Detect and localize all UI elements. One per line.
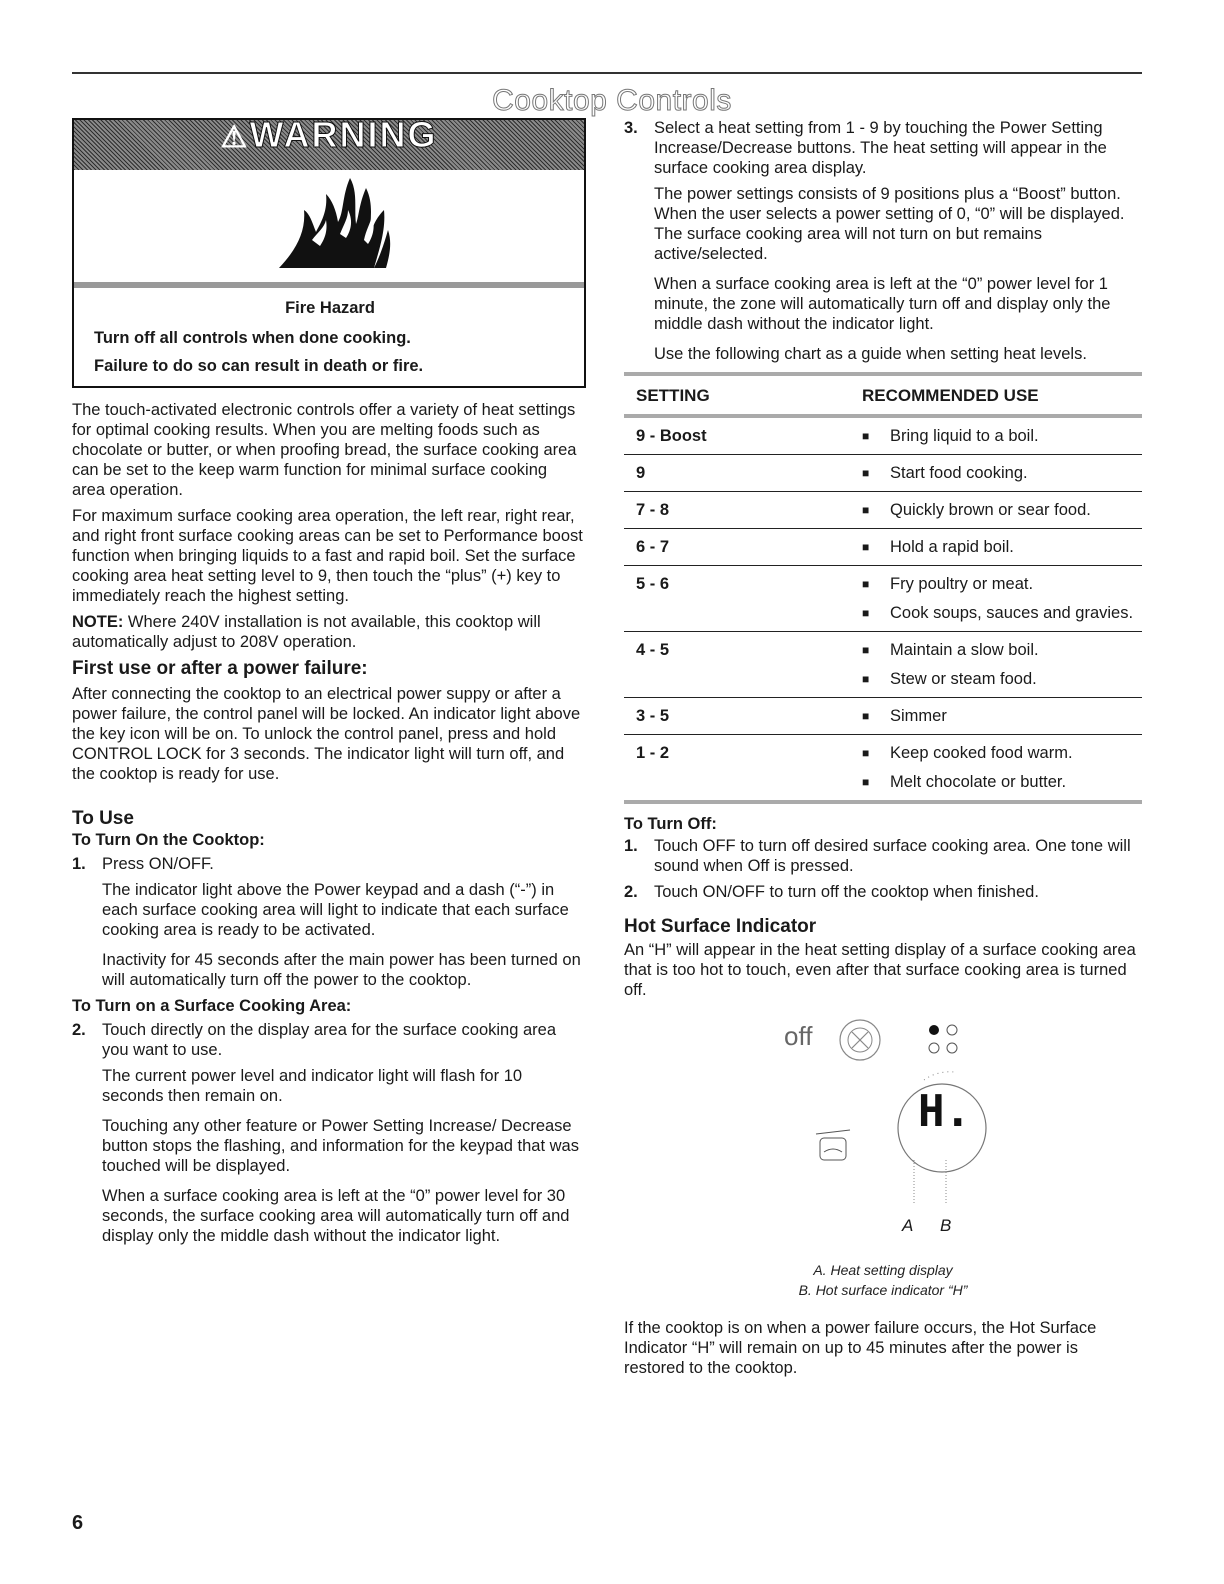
table-body: [624, 418, 1142, 800]
step-3-number: 3.: [624, 119, 638, 137]
right-column: [624, 118, 1142, 1384]
off-label: off: [784, 1021, 813, 1051]
step-2-detail-3: When a surface cooking area is left at the “0” power level for 30 seconds, the surface cooking area will automatically turn off and display only the middle dash without the indicator light.: [102, 1187, 570, 1245]
step-3-detail-1: The power settings consists of 9 positions plus a “Boost” button. When the user selects a power setting of 0, “0” will be displayed. The surface cooking area will not turn on but remains active/selected.: [654, 185, 1125, 263]
turn-on-heading: To Turn On the Cooktop:: [72, 831, 265, 849]
hot-surface-heading: Hot Surface Indicator: [624, 916, 817, 937]
to-use-heading: To Use: [72, 808, 134, 829]
use-text: Keep cooked food warm.: [890, 744, 1073, 762]
table-header: [624, 376, 1142, 418]
heat-settings-table: [624, 372, 1142, 804]
table-row: [624, 566, 1142, 632]
use-item: [862, 706, 1142, 726]
bullet-icon: ■: [862, 746, 870, 760]
use-item: [862, 640, 1142, 660]
pot-icon: [816, 1130, 850, 1160]
warning-hazard: Fire Hazard: [285, 299, 375, 317]
setting-cell: 7 - 8: [636, 501, 670, 519]
use-item: [862, 537, 1142, 557]
off-step-1: [624, 836, 1142, 876]
page-title: Cooktop Controls: [492, 84, 732, 117]
table-row: [624, 698, 1142, 735]
bullet-icon: ■: [862, 709, 870, 723]
use-cell: [862, 574, 1142, 625]
figure-caption-a: A. Heat setting display: [813, 1262, 953, 1278]
step-1-detail-2: Inactivity for 45 seconds after the main power has been turned on will automatically turn off the power to the cooktop.: [102, 951, 581, 989]
use-text: Bring liquid to a boil.: [890, 427, 1039, 445]
warning-body: [74, 288, 584, 386]
off-step-2-number: 2.: [624, 883, 638, 901]
use-item: [862, 500, 1142, 520]
left-column: [72, 114, 584, 1252]
bullet-icon: ■: [862, 503, 870, 517]
use-item: [862, 463, 1142, 483]
heat-setting-display: H.: [918, 1086, 971, 1137]
table-row: [624, 492, 1142, 529]
table-header-use: RECOMMENDED USE: [862, 386, 1039, 405]
use-text: Stew or steam food.: [890, 670, 1037, 688]
note-text: Where 240V installation is not available, this cooktop will automatically adjust to 208V operation.: [72, 613, 541, 651]
warning-line-2: Failure to do so can result in death or fire.: [94, 357, 424, 375]
setting-cell: 3 - 5: [636, 707, 670, 725]
surface-on-heading: To Turn on a Surface Cooking Area:: [72, 997, 352, 1015]
off-step-1-number: 1.: [624, 837, 638, 855]
step-3-detail-2: When a surface cooking area is left at the “0” power level for 1 minute, the zone will automatically turn off and display only the middle dash without the indicator light.: [654, 275, 1111, 333]
setting-cell: 1 - 2: [636, 744, 670, 762]
use-text: Hold a rapid boil.: [890, 538, 1014, 556]
use-cell: [862, 426, 1142, 448]
warning-line-1: Turn off all controls when done cooking.: [94, 329, 411, 347]
use-item: [862, 772, 1142, 792]
bullet-icon: ■: [862, 775, 870, 789]
use-cell: [862, 537, 1142, 559]
figure-caption-b: B. Hot surface indicator “H”: [798, 1282, 968, 1298]
step-2-detail-2: Touching any other feature or Power Setting Increase/ Decrease button stops the flashing, and information for the keypad that was touched will be displayed.: [102, 1117, 579, 1175]
table-row: [624, 735, 1142, 800]
warning-header: [74, 114, 584, 170]
indicator-lights-icon: [929, 1025, 957, 1053]
bullet-icon: ■: [862, 606, 870, 620]
label-b: B: [940, 1216, 952, 1235]
bullet-icon: ■: [862, 429, 870, 443]
warning-box: [72, 114, 586, 388]
fire-icon: [74, 170, 584, 288]
table-row: [624, 418, 1142, 455]
setting-cell: 4 - 5: [636, 641, 670, 659]
warning-title: ⚠WARNING: [220, 114, 438, 155]
bullet-icon: ■: [862, 577, 870, 591]
bullet-icon: ■: [862, 672, 870, 686]
bullet-icon: ■: [862, 540, 870, 554]
header-rule: [72, 72, 1142, 74]
hot-surface-text: An “H” will appear in the heat setting display of a surface cooking area that is too hot to touch, even after that surface cooking area is turned off.: [624, 941, 1136, 999]
off-step-2-text: Touch ON/OFF to turn off the cooktop when finished.: [654, 883, 1039, 901]
step-1-number: 1.: [72, 855, 86, 873]
use-item: [862, 669, 1142, 689]
use-item: [862, 426, 1142, 446]
use-item: [862, 574, 1142, 594]
use-text: Maintain a slow boil.: [890, 641, 1039, 659]
use-text: Start food cooking.: [890, 464, 1028, 482]
setting-cell: 6 - 7: [636, 538, 670, 556]
step-1-detail-1: The indicator light above the Power keypad and a dash (“-”) in each surface cooking area will light to indicate that each surface cooking area is ready to be activated.: [102, 881, 569, 939]
hot-surface-figure: [624, 1010, 1142, 1260]
use-cell: [862, 640, 1142, 691]
step-2-number: 2.: [72, 1021, 86, 1039]
off-step-2: [624, 882, 1142, 902]
use-cell: [862, 706, 1142, 728]
label-a: A: [902, 1216, 914, 1235]
step-1: [72, 854, 584, 874]
intro-paragraph-2: For maximum surface cooking area operation, the left rear, right rear, and right front surface cooking areas can be set to Performance boost function when bringing liquids to a fast and rapid boil. Set the surface cooking area heat setting level to 9, then touch the “plus” (+) key to immediately reach the highest setting.: [72, 507, 583, 605]
setting-cell: 9 - Boost: [636, 427, 707, 445]
turn-off-heading: To Turn Off:: [624, 815, 717, 833]
bullet-icon: ■: [862, 643, 870, 657]
page-number: 6: [72, 1512, 84, 1534]
use-text: Simmer: [890, 707, 947, 725]
use-item: [862, 743, 1142, 763]
note-paragraph: [72, 612, 584, 652]
step-1-text: Press ON/OFF.: [102, 855, 214, 873]
table-header-setting: SETTING: [636, 386, 710, 405]
step-3-detail-3: Use the following chart as a guide when setting heat levels.: [654, 345, 1087, 363]
step-3-text: Select a heat setting from 1 - 9 by touching the Power Setting Increase/Decrease buttons. The heat setting will appear in the surface cooking area display.: [654, 119, 1107, 177]
setting-cell: 9: [636, 464, 646, 482]
step-2-detail-1: The current power level and indicator light will flash for 10 seconds then remain on.: [102, 1067, 523, 1105]
use-text: Melt chocolate or butter.: [890, 773, 1067, 791]
use-cell: [862, 500, 1142, 522]
use-text: Quickly brown or sear food.: [890, 501, 1091, 519]
off-button-icon: [840, 1020, 880, 1060]
note-label: NOTE:: [72, 613, 124, 631]
bullet-icon: ■: [862, 466, 870, 480]
first-use-text: After connecting the cooktop to an electrical power suppy or after a power failure, the control panel will be locked. An indicator light above the key icon will be on. To unlock the control panel, press and hold CONTROL LOCK for 3 seconds. The indicator light will turn off, and the cooktop is ready for use.: [72, 685, 581, 783]
use-item: [862, 603, 1142, 623]
step-3: [624, 118, 1142, 178]
setting-cell: 5 - 6: [636, 575, 670, 593]
step-2-text: Touch directly on the display area for the surface cooking area you want to use.: [102, 1021, 557, 1059]
table-row: [624, 529, 1142, 566]
intro-paragraph-1: The touch-activated electronic controls offer a variety of heat settings for optimal cooking results. When you are melting foods such as chocolate or butter, or when proofing bread, the surface cooking area can be set to the keep warm function for minimal surface cooking area operation.: [72, 401, 577, 499]
off-step-1-text: Touch OFF to turn off desired surface cooking area. One tone will sound when Off is pressed.: [654, 837, 1131, 875]
table-row: [624, 455, 1142, 492]
use-cell: [862, 743, 1142, 794]
use-text: Cook soups, sauces and gravies.: [890, 604, 1134, 622]
step-2: [72, 1020, 584, 1060]
table-row: [624, 632, 1142, 698]
first-use-heading: First use or after a power failure:: [72, 658, 368, 679]
warning-triangle-icon: ⚠: [220, 121, 250, 154]
use-cell: [862, 463, 1142, 485]
use-text: Fry poultry or meat.: [890, 575, 1034, 593]
power-failure-text: If the cooktop is on when a power failure occurs, the Hot Surface Indicator “H” will remain on up to 45 minutes after the power is restored to the cooktop.: [624, 1319, 1097, 1377]
